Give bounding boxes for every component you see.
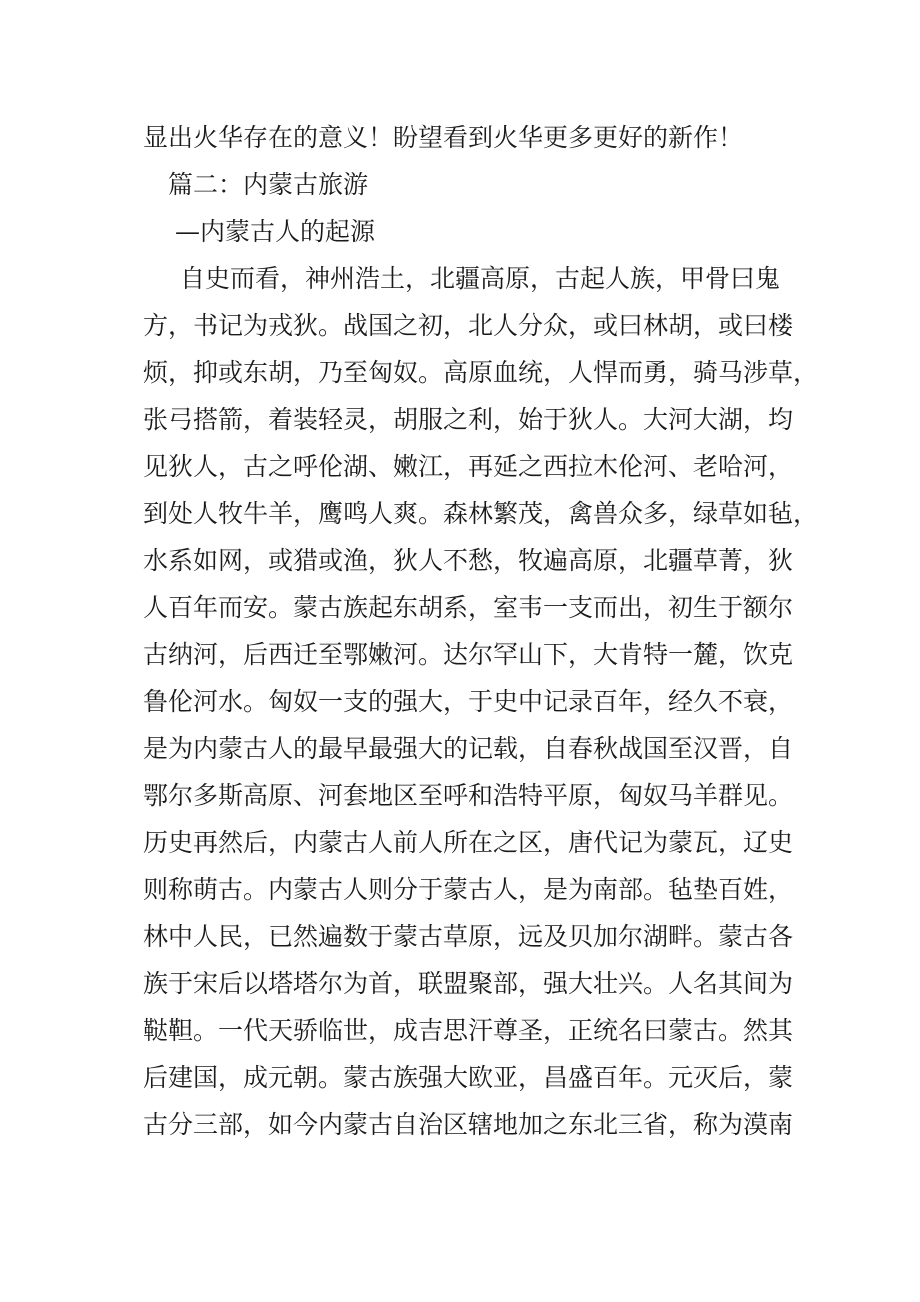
text-line: 张弓搭箭，着装轻灵，胡服之利，始于狄人。大河大湖，均 [143,405,794,434]
section-subtitle: —内蒙古人的起源 [175,217,376,246]
text-line: 林中人民，已然遍数于蒙古草原，远及贝加尔湖畔。蒙古各 [143,922,794,951]
text-line: 方，书记为戎狄。战国之初，北人分众，或曰林胡，或曰楼 [143,311,794,340]
text-line: 见狄人，古之呼伦湖、嫩江，再延之西拉木伦河、老哈河， [143,452,794,481]
text-line: 族于宋后以塔塔尔为首，联盟聚部，强大壮兴。人名其间为 [143,969,794,998]
section-heading: 篇二：内蒙古旅游 [168,170,369,199]
text-line: 到处人牧牛羊，鹰鸣人爽。森林繁茂，禽兽众多，绿草如毡， [143,499,819,528]
text-line: 鲁伦河水。匈奴一支的强大，于史中记录百年，经久不衰， [143,687,794,716]
text-line: 后建国，成元朝。蒙古族强大欧亚，昌盛百年。元灭后，蒙 [143,1063,794,1092]
text-line: 历史再然后，内蒙古人前人所在之区，唐代记为蒙瓦，辽史 [143,828,794,857]
text-line: 是为内蒙古人的最早最强大的记载，自春秋战国至汉晋，自 [143,734,794,763]
text-line: 鄂尔多斯高原、河套地区至呼和浩特平原，匈奴马羊群见。 [143,781,794,810]
text-line: 古纳河，后西迁至鄂嫩河。达尔罕山下，大肯特一麓，饮克 [143,640,794,669]
text-line: 自史而看，神州浩土，北疆高原，古起人族，甲骨曰鬼 [180,264,781,293]
text-line: 烦，抑或东胡，乃至匈奴。高原血统，人悍而勇，骑马涉草， [143,358,819,387]
text-line: 则称萌古。内蒙古人则分于蒙古人，是为南部。毡垫百姓， [143,875,794,904]
text-line: 古分三部，如今内蒙古自治区辖地加之东北三省，称为漠南 [143,1110,794,1139]
text-line: 鞑靼。一代天骄临世，成吉思汗尊圣，正统名曰蒙古。然其 [143,1016,794,1045]
text-line: 水系如网，或猎或渔，狄人不愁，牧遍高原，北疆草菁，狄 [143,546,794,575]
text-line: 显出火华存在的意义！盼望看到火华更多更好的新作！ [143,123,744,152]
text-line: 人百年而安。蒙古族起东胡系，室韦一支而出，初生于额尔 [143,593,794,622]
